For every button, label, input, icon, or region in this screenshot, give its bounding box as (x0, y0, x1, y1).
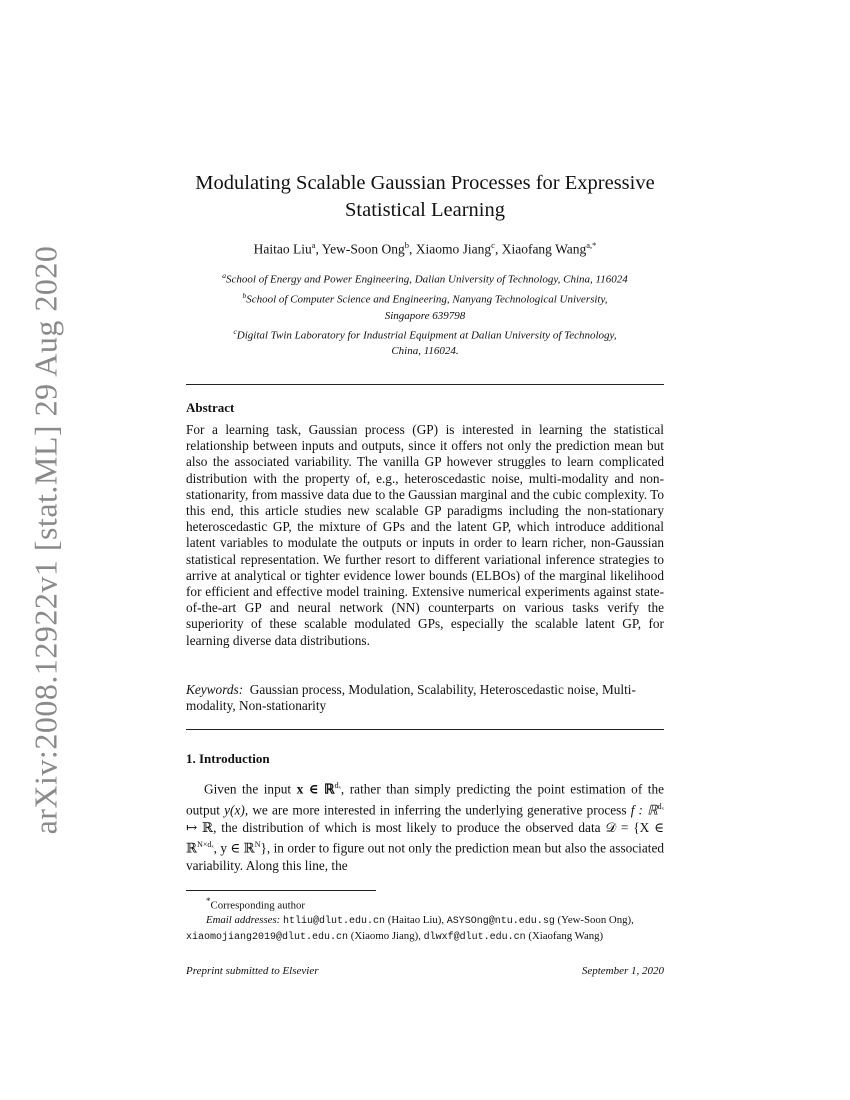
affiliation-b-cont: Singapore 639798 (384, 309, 466, 322)
footnote (186, 894, 664, 945)
author-name: Haitao Liu (253, 241, 312, 257)
footnote-corresponding: *Corresponding author (206, 896, 305, 912)
keywords-list: Gaussian process, Modulation, Scalability, Heteroscedastic noise, Multi-modality, Non-stationarity (186, 682, 636, 714)
author-affiliation-mark: b (404, 240, 410, 250)
abstract-heading: Abstract (186, 400, 235, 415)
author-name: Xiaofang Wang (501, 241, 587, 257)
abstract-top-rule (186, 384, 664, 385)
abstract-bottom-rule (186, 729, 664, 730)
affiliation-c-cont: China, 116024. (391, 345, 459, 358)
author-affiliation-mark: a,* (586, 240, 597, 250)
section-heading-introduction: 1. Introduction (186, 751, 270, 766)
footer-preprint: Preprint submitted to Elsevier (186, 965, 319, 977)
affiliation-a: $^a$School of Energy and Power Engineering, Dalian University of Technology, China, 116024 (222, 271, 628, 286)
author-name: Yew-Soon Ong (321, 241, 405, 257)
affiliations (176, 268, 674, 360)
arxiv-identifier: arXiv:2008.12922v1 [stat.ML] 29 Aug 2020 (27, 245, 64, 835)
email-link[interactable]: htliu@dlut.edu.cn (282, 915, 386, 927)
email-link[interactable]: xiaomojiang2019@dlut.edu.cn (186, 931, 349, 943)
author-name: Xiaomo Jiang (415, 241, 492, 257)
title-line-1: Modulating Scalable Gaussian Processes for Expressive (195, 172, 655, 194)
email-link[interactable]: ASYSOng@ntu.edu.sg (446, 915, 555, 927)
email-label: Email addresses: (206, 913, 281, 926)
affiliation-b: $^b$School of Computer Science and Engineering, Nanyang Technological University, (242, 291, 608, 306)
introduction-paragraph: Given the input x ∈ ℝ$^{d_x}$, rather than simply predicting the point estimation of the output y(x), we are more interested in inferring the underlying generative process f : ℝ$^{d_x}$ ↦ ℝ, the distribution of which is most likely to produce the observed data 𝒟 = {X ∈ ℝ$^{N\times d_x}$, y ∈ ℝ$^N$}, in order to figure out not only the prediction mean but also the associated variability. Along this line, the (186, 781, 665, 873)
affiliation-c: $^c$Digital Twin Laboratory for Industrial Equipment at Dalian University of Technology, (233, 327, 617, 342)
footnote-rule (186, 890, 376, 891)
author-affiliation-mark: c (491, 240, 495, 250)
title-line-2: Statistical Learning (345, 199, 505, 221)
author-affiliation-mark: a (311, 240, 316, 250)
footnote-emails: Email addresses: htliu@dlut.edu.cn (Haitao Liu), ASYSOng@ntu.edu.sg (Yew-Soon Ong), xiaomojiang2019@dlut.edu.cn (Xiaomo Jiang), dlwxf@dlut.edu.cn (Xiaofang Wang) (186, 913, 634, 943)
author-list: Haitao Liu$^a$, Yew-Soon Ong$^b$, Xiaomo Jiang$^c$, Xiaofang Wang$^{a,*}$ (253, 240, 597, 257)
keywords-label: Keywords: (186, 682, 244, 697)
email-link[interactable]: dlwxf@dlut.edu.cn (423, 931, 526, 943)
arxiv-sidebar (24, 0, 68, 1100)
abstract-text: For a learning task, Gaussian process (GP) is interested in learning the statistical relationship between inputs and outputs, since it offers not only the prediction mean but also the associated variability. The vanilla GP however struggles to learn complicated distribution with the property of, e.g., heteroscedastic noise, multi-modality and non-stationarity, from massive data due to the Gaussian marginal and the cubic complexity. To this end, this article studies new scalable GP paradigms including the non-stationary heteroscedastic GP, the mixture of GPs and the latent GP, which introduce additional latent variables to modulate the outputs or inputs in order to learn richer, non-Gaussian statistical representation. We further resort to different variational inference strategies to arrive at analytical or tighter evidence lower bounds (ELBOs) of the marginal likelihood for efficient and effective model training. Extensive numerical experiments against state-of-the-art GP and neural network (NN) counterparts on various tasks verify the superiority of these scalable modulated GPs, especially the scalable latent GP, for learning diverse data distributions. (186, 422, 665, 648)
keywords (186, 682, 664, 714)
footer-date: September 1, 2020 (581, 965, 664, 977)
paper-title (166, 170, 684, 224)
